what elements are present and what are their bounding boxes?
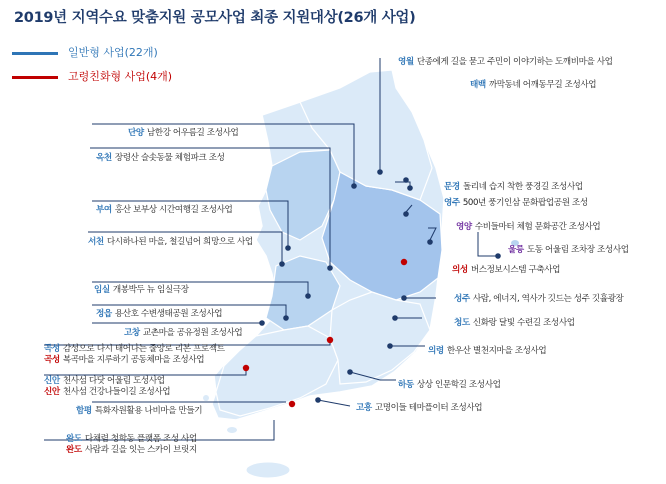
label-seongju (454, 294, 623, 305)
project-text: 신화랑 달빛 수련길 조성사업 (472, 318, 575, 328)
project-text: 개봉박두 뉴 임실극장 (112, 285, 189, 295)
region-name: 임실 (94, 285, 110, 295)
label-sinan-2 (44, 387, 170, 398)
region-name: 신안 (44, 376, 60, 386)
label-buyeo (96, 205, 232, 216)
region-name: 고흥 (356, 403, 372, 413)
marker-seongju (401, 295, 407, 301)
legend-elderly (12, 68, 172, 84)
marker-jeongeup (283, 315, 289, 321)
marker-yeongwol (377, 169, 383, 175)
label-imsil (94, 285, 189, 296)
label-gokseong-1 (44, 344, 225, 355)
marker-buyeo (285, 245, 291, 251)
label-wando-1 (66, 434, 197, 445)
project-text: 사람, 에너지, 역사가 깃드는 성주 깃휼광장 (472, 294, 624, 304)
marker-ulleung (495, 253, 501, 259)
label-hampyeong (76, 406, 202, 417)
island-1 (227, 427, 237, 433)
marker-wando-elderly (289, 401, 295, 407)
project-text: 까막동네 어깨동무길 조성사업 (488, 80, 597, 90)
region-name: 부여 (96, 205, 112, 215)
region-name: 영양 (456, 222, 472, 232)
project-text: 복곡마을 지루하기 공동체마을 조성사업 (62, 355, 205, 365)
jeju-island (246, 462, 290, 478)
region-name: 의령 (428, 346, 444, 356)
marker-goheung (315, 397, 321, 403)
region-name: 문경 (444, 182, 460, 192)
label-seocheon (88, 237, 253, 248)
island-2 (203, 395, 209, 401)
region-name: 울릉 (508, 245, 524, 255)
region-name: 함평 (76, 406, 92, 416)
project-text: 돌리네 습지 착한 풍경길 조성사업 (462, 182, 583, 192)
project-text: 장령산 슬솟동물 체험파크 조성 (114, 153, 225, 163)
project-text: 교촌마을 공유정원 조성사업 (142, 328, 243, 338)
region-name: 신안 (44, 387, 60, 397)
project-text: 도동 어울림 조차장 조성사업 (526, 245, 629, 255)
legend-general (12, 44, 158, 60)
project-text: 홍산 보부상 시간여행길 조성사업 (114, 205, 233, 215)
marker-gokseong-elderly (327, 337, 333, 343)
label-goheung (356, 403, 482, 414)
marker-hadong (347, 369, 353, 375)
legend-general-label: 일반형 사업(22개) (68, 46, 158, 59)
marker-mungyeong (407, 185, 413, 191)
label-taebaek (470, 80, 596, 91)
region-name: 영주 (444, 198, 460, 208)
label-yeongju (444, 198, 588, 209)
region-name: 영월 (398, 57, 414, 67)
region-name: 태백 (470, 80, 486, 90)
marker-cheongdo (392, 315, 398, 321)
project-text: 다채렴 청학동 플랫폼 조성 사업 (84, 434, 197, 444)
project-text: 천사섬 건강나들이길 조성사업 (62, 387, 171, 397)
project-text: 수비들마터 체험 문화공간 조성사업 (474, 222, 601, 232)
leader-goheung (318, 400, 350, 406)
marker-taebaek (403, 177, 409, 183)
marker-sinan-elderly (243, 365, 249, 371)
marker-imsil (305, 293, 311, 299)
project-text: 특화자원활용 나비마을 만들기 (94, 406, 203, 416)
region-name: 옥천 (96, 153, 112, 163)
label-danyang (128, 128, 238, 139)
label-sinan-1 (44, 376, 165, 387)
marker-uiryeong (387, 343, 393, 349)
marker-seocheon (279, 261, 285, 267)
region-name: 정읍 (96, 309, 112, 319)
label-uiryeong (428, 346, 546, 357)
project-text: 감성으로 다시 태어나는 줄앙로 리본 프로젝트 (62, 344, 225, 354)
label-yeongyang (456, 222, 600, 233)
project-text: 한우산 별천지마을 조성사업 (446, 346, 547, 356)
marker-yeongju (403, 211, 409, 217)
label-hadong (398, 380, 501, 391)
region-gyeongnam (330, 292, 430, 384)
region-name: 서천 (88, 237, 104, 247)
marker-gochang (259, 320, 265, 326)
project-text: 단종에게 길을 묻고 주민이 이야기하는 도깨비마을 사업 (416, 57, 613, 67)
region-name: 완도 (66, 445, 82, 455)
region-name: 고창 (124, 328, 140, 338)
legend-elderly-swatch (12, 76, 58, 79)
label-gochang (124, 328, 242, 339)
project-text: 고명이들 테마플이터 조성사업 (374, 403, 483, 413)
legend-general-swatch (12, 52, 58, 55)
legend-elderly-label: 고령친화형 사업(4개) (68, 70, 173, 83)
project-text: 천사섬 다닷 어울림 도성사업 (62, 376, 165, 386)
label-wando-2 (66, 445, 197, 456)
label-gokseong-2 (44, 355, 204, 366)
project-text: 남한강 어우름길 조성사업 (146, 128, 239, 138)
label-jeongeup (96, 309, 222, 320)
marker-okcheon (327, 265, 333, 271)
project-text: 상상 인문학길 조성사업 (416, 380, 501, 390)
leader-ulleung (478, 232, 498, 256)
project-text: 500년 풍기인삼 문화팝업공원 조성 (462, 198, 588, 208)
page-title: 2019년 지역수요 맞춤지원 공모사업 최종 지원대상(26개 사업) (14, 10, 416, 26)
label-uiseong (452, 265, 560, 276)
label-okcheon (96, 153, 225, 164)
label-yeongwol (398, 57, 613, 68)
region-name: 청도 (454, 318, 470, 328)
label-ulleung (508, 245, 629, 256)
region-name: 곡성 (44, 355, 60, 365)
region-name: 곡성 (44, 344, 60, 354)
project-text: 다시하나된 마을, 철길넘어 희망으로 사업 (106, 237, 253, 247)
marker-uiseong-elderly (401, 259, 407, 265)
project-text: 용산호 수변생태공원 조성사업 (114, 309, 223, 319)
region-name: 하동 (398, 380, 414, 390)
region-name: 단양 (128, 128, 144, 138)
region-name: 성주 (454, 294, 470, 304)
project-text: 사람과 길을 잇는 스카이 브릿지 (84, 445, 197, 455)
marker-danyang (351, 183, 357, 189)
project-text: 버스정보시스템 구축사업 (470, 265, 561, 275)
label-cheongdo (454, 318, 575, 329)
region-name: 의성 (452, 265, 468, 275)
region-name: 완도 (66, 434, 82, 444)
marker-yeongyang (427, 239, 433, 245)
label-mungyeong (444, 182, 583, 193)
